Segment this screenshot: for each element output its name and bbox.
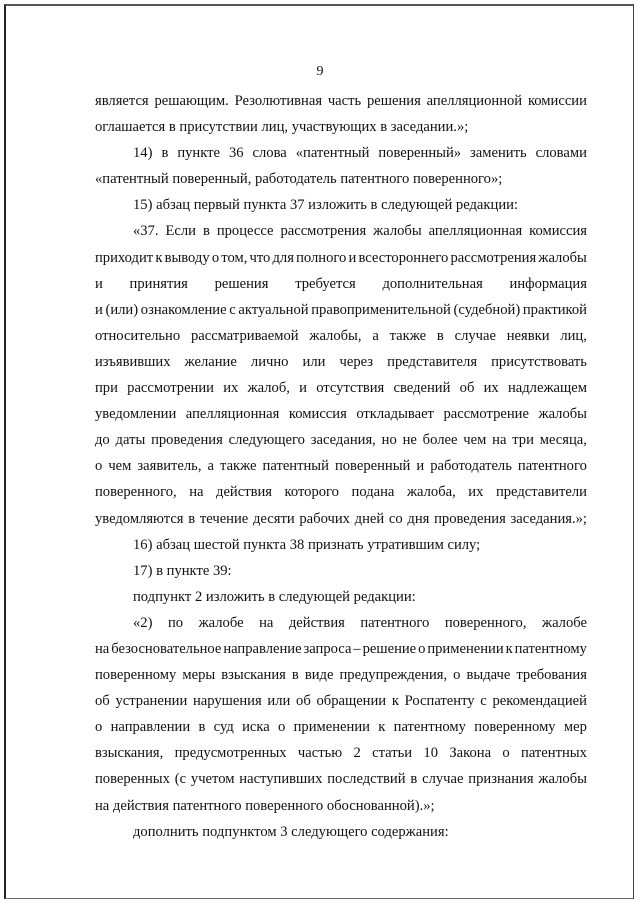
word: заседания.»; bbox=[510, 510, 587, 527]
word: статьи bbox=[372, 745, 413, 762]
text-line bbox=[95, 714, 587, 740]
word: патентному bbox=[514, 640, 587, 657]
word: поверенного, bbox=[444, 614, 527, 631]
word: патентного bbox=[360, 614, 430, 631]
word: поверенных bbox=[95, 771, 170, 788]
word: иска bbox=[242, 719, 270, 736]
text-line bbox=[95, 427, 587, 453]
word: о bbox=[95, 458, 103, 475]
word: поверенному bbox=[95, 667, 177, 684]
text-line bbox=[95, 506, 587, 532]
word: также bbox=[220, 458, 257, 475]
word: к bbox=[378, 719, 386, 736]
word: апелляционная bbox=[185, 406, 280, 423]
word: в bbox=[410, 771, 418, 788]
text-line bbox=[95, 453, 587, 479]
word: на bbox=[492, 432, 507, 449]
word: наступивших bbox=[239, 771, 323, 788]
text-line bbox=[95, 349, 587, 375]
word: решение bbox=[362, 640, 417, 657]
text-line bbox=[95, 88, 587, 114]
word: последствий bbox=[327, 771, 406, 788]
word: уведомлении bbox=[95, 406, 177, 423]
word: о bbox=[278, 719, 286, 736]
word: поверенный» bbox=[378, 145, 462, 162]
text-line bbox=[95, 401, 587, 427]
word: жалобы, bbox=[309, 327, 362, 344]
word: относительно bbox=[95, 327, 181, 344]
text-line bbox=[95, 688, 587, 714]
text-line bbox=[95, 297, 587, 323]
page-number: 9 bbox=[316, 64, 324, 79]
word: или bbox=[302, 353, 326, 370]
word: следующего bbox=[228, 432, 305, 449]
word: является bbox=[95, 93, 149, 109]
word: представителя bbox=[387, 353, 478, 370]
word: на bbox=[189, 484, 204, 501]
word: информация bbox=[509, 275, 587, 292]
text-line: 17) в пункте 39: bbox=[133, 562, 232, 579]
word: 10 bbox=[423, 745, 438, 762]
word: случае bbox=[454, 327, 496, 344]
word: слова bbox=[252, 145, 287, 162]
text-line: подпункт 2 изложить в следующей редакции: bbox=[133, 588, 416, 605]
word: также bbox=[389, 327, 427, 344]
word: (или) bbox=[105, 301, 139, 318]
word: изъявивших bbox=[95, 353, 171, 370]
word: со bbox=[388, 510, 403, 527]
word: патентному bbox=[393, 719, 466, 736]
word: Если bbox=[165, 223, 196, 240]
word: рекомендацией bbox=[492, 693, 587, 710]
word: неявки bbox=[506, 327, 550, 344]
word: при bbox=[95, 380, 118, 397]
word: выдаче bbox=[466, 667, 511, 684]
word: учетом bbox=[190, 771, 235, 788]
word: дополнительная bbox=[382, 275, 483, 292]
word: словами bbox=[535, 145, 587, 162]
word: рассмотрении bbox=[127, 380, 214, 397]
word: апелляционной bbox=[426, 93, 523, 109]
word: принятия bbox=[129, 275, 188, 292]
text-line bbox=[95, 323, 587, 349]
word: требования bbox=[516, 667, 587, 684]
document-body bbox=[95, 88, 587, 845]
word: часть bbox=[327, 93, 362, 109]
word: и bbox=[95, 275, 103, 292]
word: направлении bbox=[110, 719, 191, 736]
word: апелляционная bbox=[428, 223, 523, 240]
word: в bbox=[161, 145, 169, 162]
word: заявитель, bbox=[137, 458, 202, 475]
word: для bbox=[272, 249, 294, 266]
word: о bbox=[418, 640, 426, 657]
word: комиссия bbox=[529, 223, 587, 240]
text-line: 15) абзац первый пункта 37 изложить в следующей редакции: bbox=[133, 197, 518, 214]
text-line bbox=[95, 245, 587, 271]
text-line bbox=[95, 636, 587, 662]
word: их bbox=[468, 484, 484, 501]
word: случае bbox=[422, 771, 464, 788]
word: которого bbox=[284, 484, 339, 501]
word: но bbox=[381, 432, 397, 449]
word: частью bbox=[297, 745, 343, 762]
word: применении bbox=[427, 640, 504, 657]
word: отсутствия bbox=[316, 380, 385, 397]
word: заседания, bbox=[310, 432, 376, 449]
word: чем bbox=[108, 458, 132, 475]
word: направление bbox=[223, 640, 302, 657]
word: надлежащем bbox=[507, 380, 587, 397]
word: предупреждения, bbox=[339, 667, 448, 684]
word: устранении bbox=[115, 693, 188, 710]
word: уведомляются bbox=[95, 510, 184, 527]
word: взыскания, bbox=[95, 745, 164, 762]
word: рассмотрения bbox=[450, 249, 537, 266]
text-line bbox=[95, 271, 587, 297]
word: Роспатенту bbox=[404, 693, 475, 710]
word: и bbox=[348, 249, 357, 266]
text-line bbox=[95, 610, 587, 636]
text-line: оглашается в присутствии лиц, участвующих в заседании.»; bbox=[95, 119, 469, 136]
text-line: «патентный поверенный, работодатель патентного поверенного»; bbox=[95, 171, 503, 188]
word: 14) bbox=[133, 145, 153, 162]
word: а bbox=[372, 327, 379, 344]
word: в bbox=[291, 667, 299, 684]
word: взыскания bbox=[221, 667, 286, 684]
word: поверенного, bbox=[95, 484, 177, 501]
word: рабочих bbox=[299, 510, 350, 527]
word: том, bbox=[221, 249, 248, 266]
word: патентный bbox=[262, 458, 329, 475]
word: актуальной bbox=[238, 301, 309, 318]
word: Резолютивная bbox=[234, 93, 323, 109]
word: ознакомление bbox=[140, 301, 227, 318]
word: действия bbox=[288, 614, 345, 631]
word: – bbox=[353, 640, 361, 657]
word: решающим. bbox=[154, 93, 229, 109]
word: мер bbox=[563, 719, 587, 736]
word: меры bbox=[182, 667, 216, 684]
word: нарушения bbox=[192, 693, 262, 710]
word: представители bbox=[495, 484, 587, 501]
word: правоприменительной bbox=[311, 301, 451, 318]
word: виде bbox=[304, 667, 334, 684]
word: всестороннего bbox=[358, 249, 449, 266]
word: проведения bbox=[151, 432, 223, 449]
word: жалобы bbox=[538, 771, 587, 788]
word: дней bbox=[354, 510, 385, 527]
word: о bbox=[95, 719, 103, 736]
word: в bbox=[202, 223, 210, 240]
word: патентного bbox=[517, 458, 587, 475]
word: предусмотренных bbox=[174, 745, 287, 762]
text-line bbox=[95, 479, 587, 505]
word: применении bbox=[293, 719, 370, 736]
word: рассматриваемой bbox=[190, 327, 299, 344]
word: действия bbox=[216, 484, 272, 501]
word: «патентный bbox=[295, 145, 370, 162]
word: о bbox=[502, 745, 510, 762]
word: их bbox=[223, 380, 239, 397]
word: не bbox=[402, 432, 417, 449]
word: комиссии bbox=[527, 93, 587, 109]
word: присутствовать bbox=[491, 353, 587, 370]
text-line: 16) абзац шестой пункта 38 признать утратившим силу; bbox=[133, 536, 481, 553]
word: что bbox=[249, 249, 271, 266]
word: жалоба, bbox=[406, 484, 456, 501]
word: 2 bbox=[353, 745, 361, 762]
word: течение bbox=[199, 510, 249, 527]
word: и bbox=[299, 380, 307, 397]
word: «37. bbox=[133, 223, 159, 240]
word: подана bbox=[351, 484, 395, 501]
word: приходит bbox=[95, 249, 154, 266]
word: рассмотрения bbox=[280, 223, 367, 240]
word: даты bbox=[115, 432, 146, 449]
word: три bbox=[512, 432, 534, 449]
word: поверенный bbox=[334, 458, 411, 475]
word: через bbox=[339, 353, 374, 370]
word: признания bbox=[468, 771, 534, 788]
word: об bbox=[296, 693, 311, 710]
text-line: дополнить подпунктом 3 следующего содержания: bbox=[133, 823, 449, 840]
word: лиц, bbox=[560, 327, 587, 344]
text-line: на действия патентного поверенного обоснованной).»; bbox=[95, 797, 435, 814]
text-line bbox=[95, 766, 587, 792]
word: обращении bbox=[316, 693, 387, 710]
word: заменить bbox=[470, 145, 527, 162]
word: требуется bbox=[295, 275, 356, 292]
word: практикой bbox=[522, 301, 587, 318]
word: «2) bbox=[133, 614, 153, 631]
word: безосновательное bbox=[111, 640, 222, 657]
word: о bbox=[453, 667, 461, 684]
word: с bbox=[480, 693, 487, 710]
text-line bbox=[95, 740, 587, 766]
word: жалобе bbox=[541, 614, 587, 631]
text-line bbox=[95, 218, 587, 244]
word: лично bbox=[250, 353, 289, 370]
word: и bbox=[416, 458, 425, 475]
text-line bbox=[95, 140, 587, 166]
word: суд bbox=[213, 719, 234, 736]
word: проведения bbox=[434, 510, 506, 527]
word: на bbox=[95, 640, 110, 657]
word: в bbox=[436, 327, 444, 344]
word: в bbox=[188, 510, 196, 527]
word: (с bbox=[174, 771, 187, 788]
word: о bbox=[211, 249, 220, 266]
word: к bbox=[155, 249, 163, 266]
word: процессе bbox=[216, 223, 274, 240]
word: решения bbox=[366, 93, 421, 109]
word: жалобе bbox=[198, 614, 244, 631]
word: чем bbox=[463, 432, 487, 449]
word: дня bbox=[407, 510, 430, 527]
text-line bbox=[95, 375, 587, 401]
word: а bbox=[207, 458, 214, 475]
word: 36 bbox=[228, 145, 244, 162]
word: и bbox=[95, 301, 103, 318]
word: рассмотрение bbox=[443, 406, 529, 423]
word: сведений bbox=[393, 380, 451, 397]
word: поверенному bbox=[474, 719, 556, 736]
word: или bbox=[267, 693, 291, 710]
text-line bbox=[95, 662, 587, 688]
word: Закона bbox=[449, 745, 492, 762]
word: с bbox=[229, 301, 236, 318]
word: более bbox=[422, 432, 458, 449]
word: патентных bbox=[521, 745, 587, 762]
word: об bbox=[95, 693, 110, 710]
word: решения bbox=[214, 275, 269, 292]
word: к bbox=[505, 640, 513, 657]
word: месяца, bbox=[539, 432, 587, 449]
word: к bbox=[391, 693, 399, 710]
word: до bbox=[95, 432, 110, 449]
word: об bbox=[459, 380, 475, 397]
word: десяти bbox=[253, 510, 295, 527]
word: жалобы bbox=[538, 406, 587, 423]
word: полного bbox=[296, 249, 347, 266]
word: откладывает bbox=[356, 406, 434, 423]
word: выводу bbox=[164, 249, 210, 266]
word: в bbox=[198, 719, 206, 736]
word: жалобы bbox=[373, 223, 422, 240]
word: пункте bbox=[177, 145, 220, 162]
word: на bbox=[259, 614, 274, 631]
word: жалоб, bbox=[247, 380, 290, 397]
word: их bbox=[483, 380, 499, 397]
word: (судебной) bbox=[453, 301, 521, 318]
word: работодатель bbox=[430, 458, 512, 475]
word: жалобы bbox=[538, 249, 587, 266]
word: по bbox=[167, 614, 184, 631]
word: запроса bbox=[303, 640, 352, 657]
word: комиссия bbox=[288, 406, 347, 423]
word: желание bbox=[184, 353, 237, 370]
